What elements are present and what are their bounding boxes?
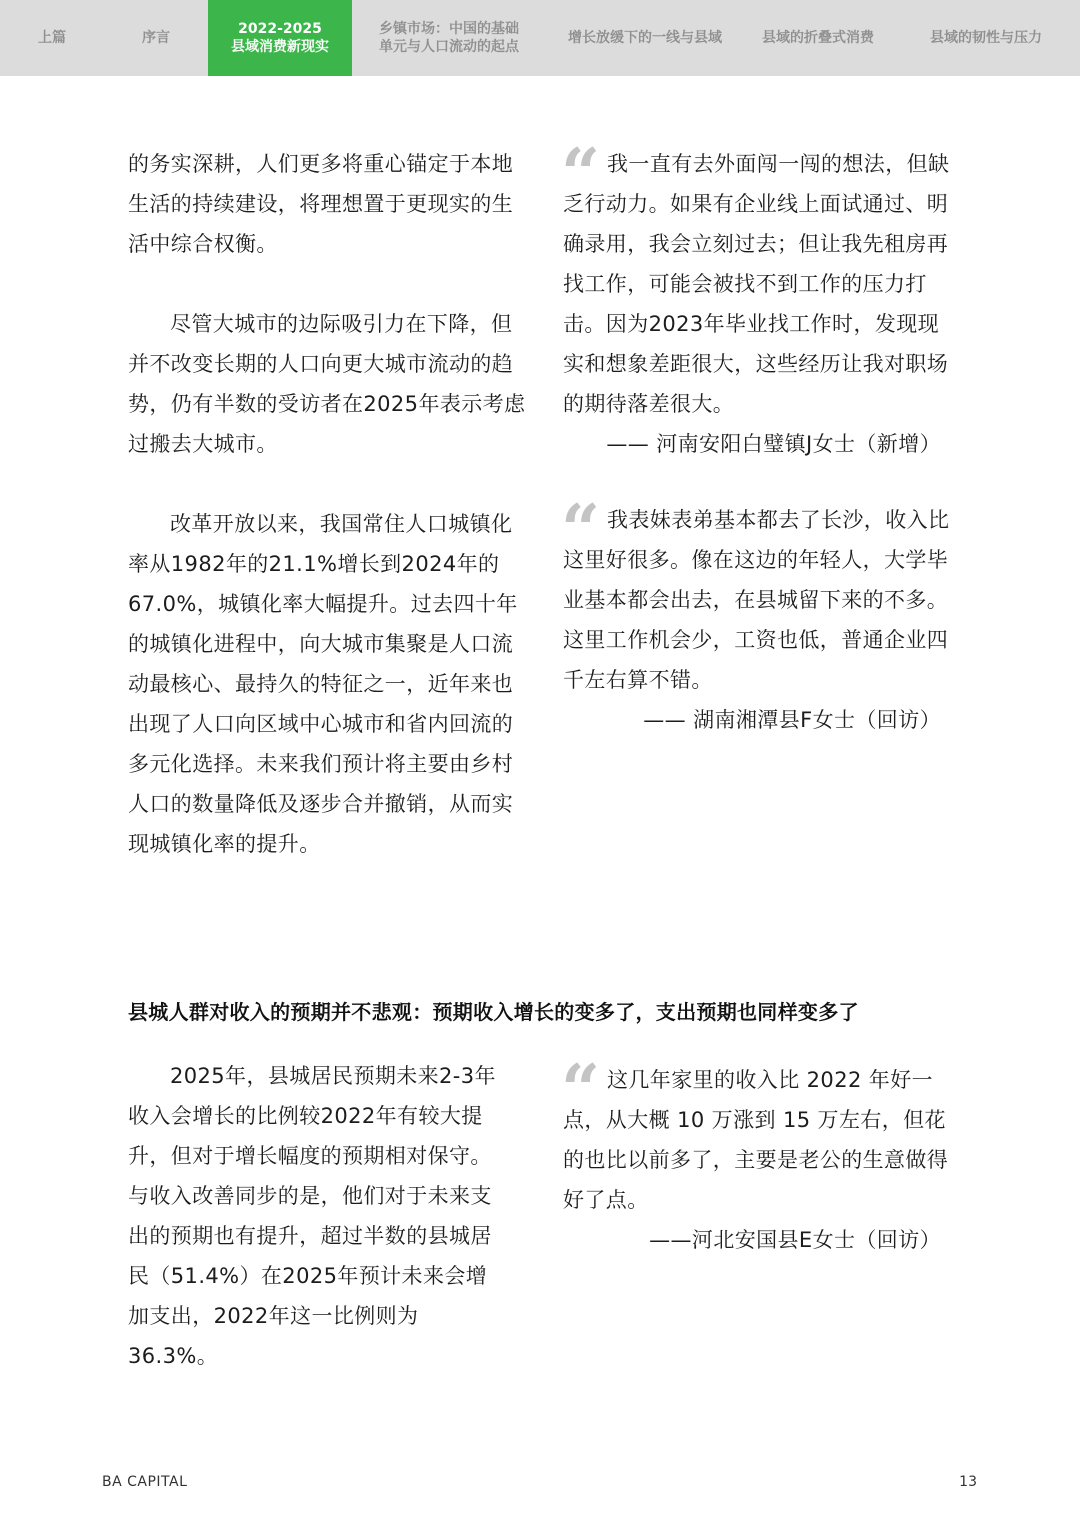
interview-quote <box>561 134 955 464</box>
tab-preface[interactable] <box>104 0 208 76</box>
top-navigation <box>0 0 1080 76</box>
tab-township-market[interactable] <box>352 0 546 76</box>
quote-source: —— 河南安阳白璧镇J女士（新增） <box>606 432 941 456</box>
interview-quote <box>561 1050 955 1260</box>
tab-label-line1: 2022-2025 <box>238 21 322 37</box>
left-column-upper <box>128 144 528 864</box>
tab-label: 上篇 <box>38 30 66 46</box>
tab-county-consumption-reality[interactable] <box>208 0 352 76</box>
body-paragraph: 2025年，县城居民预期未来2-3年收入会增长的比例较2022年有较大提升，但对于增长幅度的预期相对保守。与收入改善同步的是，他们对于未来支出的预期也有提升，超过半数的县城居民（51.4%）在2025年预计未来会增加支出，2022年这一比例则为36.3%。 <box>128 1064 496 1368</box>
quote-source: —— 湖南湘潭县F女士（回访） <box>643 708 941 732</box>
quote-text: 我一直有去外面闯一闯的想法，但缺乏行动力。如果有企业线上面试通过、明确录用，我会立刻过去；但让我先租房再找工作，可能会被找不到工作的压力打击。因为2023年毕业找工作时，发现现实和想象差距很大，这些经历让我对职场的期待落差很大。 <box>563 152 950 416</box>
quote-mark-icon: “ <box>561 1050 601 1130</box>
quote-source: ——河北安国县E女士（回访） <box>649 1228 941 1252</box>
body-paragraph: 尽管大城市的边际吸引力在下降，但并不改变长期的人口向更大城市流动的趋势，仍有半数的受访者在2025年表示考虑过搬去大城市。 <box>128 312 526 456</box>
quote-mark-icon: “ <box>561 490 601 570</box>
left-column-lower <box>128 1056 508 1376</box>
body-paragraph: 改革开放以来，我国常住人口城镇化率从1982年的21.1%增长到2024年的67.0%，城镇化率大幅提升。过去四十年的城镇化进程中，向大城市集聚是人口流动最核心、最持久的特征之一，近年来也出现了人口向区域中心城市和省内回流的多元化选择。未来我们预计将主要由乡村人口的数量降低及逐步合并撤销，从而实现城镇化率的提升。 <box>128 512 518 856</box>
tab-slowdown-tier1-county[interactable] <box>546 0 744 76</box>
tab-label: 增长放缓下的一线与县域 <box>568 30 722 46</box>
tab-label-line1: 乡镇市场：中国的基础 <box>379 21 519 37</box>
tab-resilience-pressure[interactable] <box>892 0 1080 76</box>
tab-label: 序言 <box>142 30 170 46</box>
tab-folded-consumption[interactable] <box>744 0 892 76</box>
tab-label <box>231 20 329 56</box>
right-column-quotes <box>561 134 955 740</box>
tab-label <box>379 20 519 56</box>
tab-part-one[interactable] <box>0 0 104 76</box>
tab-label: 县域的韧性与压力 <box>930 30 1042 46</box>
tab-label-line2: 单元与人口流动的起点 <box>379 39 519 55</box>
section-heading: 县城人群对收入的预期并不悲观：预期收入增长的变多了，支出预期也同样变多了 <box>128 1000 859 1024</box>
quote-text: 这几年家里的收入比 2022 年好一点，从大概 10 万涨到 15 万左右，但花的也比以前多了，主要是老公的生意做得好了点。 <box>563 1068 949 1212</box>
quote-mark-icon: “ <box>561 134 601 214</box>
tab-label: 县域的折叠式消费 <box>762 30 874 46</box>
footer-brand: BA CAPITAL <box>102 1474 188 1490</box>
page-number: 13 <box>959 1474 977 1490</box>
body-paragraph: 的务实深耕，人们更多将重心锚定于本地生活的持续建设，将理想置于更现实的生活中综合权衡。 <box>128 152 514 256</box>
right-column-quote-lower <box>561 1050 955 1260</box>
interview-quote <box>561 490 955 740</box>
quote-text: 我表妹表弟基本都去了长沙，收入比这里好很多。像在这边的年轻人，大学毕业基本都会出去，在县城留下来的不多。这里工作机会少，工资也低，普通企业四千左右算不错。 <box>563 508 950 692</box>
tab-label-line2: 县域消费新现实 <box>231 39 329 55</box>
